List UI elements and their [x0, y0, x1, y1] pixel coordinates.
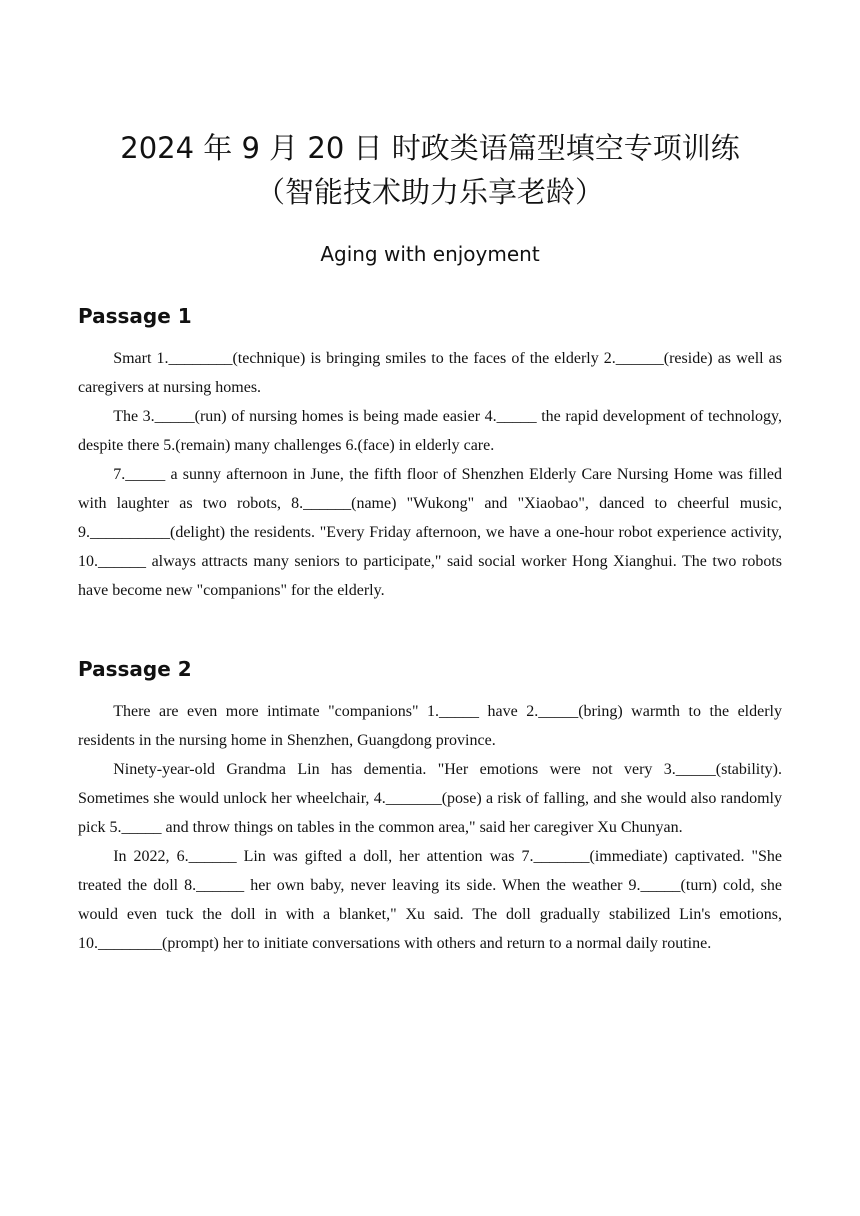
passage-2	[78, 655, 782, 958]
document-title	[78, 0, 782, 214]
paragraph: Smart 1.________(technique) is bringing smiles to the faces of the elderly 2.______(reside) as well as caregivers at nursing homes.	[78, 350, 782, 396]
paragraph: Ninety-year-old Grandma Lin has dementia. "Her emotions were not very 3._____(stability). Sometimes she would unlock her wheelchair, 4._______(pose) a risk of falling, and she would also randomly pick 5._____ and throw things on tables in the common area," said her caregiver Xu Chunyan.	[78, 761, 782, 836]
title-line-1: 2024 年 9 月 20 日 时政类语篇型填空专项训练	[120, 131, 740, 165]
passage-1	[78, 302, 782, 605]
document-subtitle: Aging with enjoyment	[320, 242, 540, 266]
paragraph: The 3._____(run) of nursing homes is being made easier 4._____ the rapid development of technology, despite there 5.(remain) many challenges 6.(face) in elderly care.	[78, 408, 782, 454]
paragraph: In 2022, 6.______ Lin was gifted a doll, her attention was 7._______(immediate) captivated. "She treated the doll 8.______ her own baby, never leaving its side. When the weather 9._____(turn) cold, she would even tuck the doll in with a blanket," Xu said. The doll gradually stabilized Lin's emotions, 10.________(prompt) her to initiate conversations with others and return to a normal daily routine.	[78, 848, 782, 952]
passage-1-heading: Passage 1	[78, 304, 192, 328]
paragraph: There are even more intimate "companions" 1._____ have 2._____(bring) warmth to the elderly residents in the nursing home in Shenzhen, Guangdong province.	[78, 703, 782, 749]
paragraph: 7._____ a sunny afternoon in June, the fifth floor of Shenzhen Elderly Care Nursing Home was filled with laughter as two robots, 8.______(name) "Wukong" and "Xiaobao", danced to cheerful music, 9.__________(delight) the residents. "Every Friday afternoon, we have a one-hour robot experience activity, 10.______ always attracts many seniors to participate," said social worker Hong Xianghui. The two robots have become new "companions" for the elderly.	[78, 466, 782, 599]
passage-1-body	[78, 344, 782, 605]
passage-2-heading: Passage 2	[78, 657, 192, 681]
title-line-2: （智能技术助力乐享老龄）	[255, 175, 604, 209]
passage-2-body	[78, 697, 782, 958]
